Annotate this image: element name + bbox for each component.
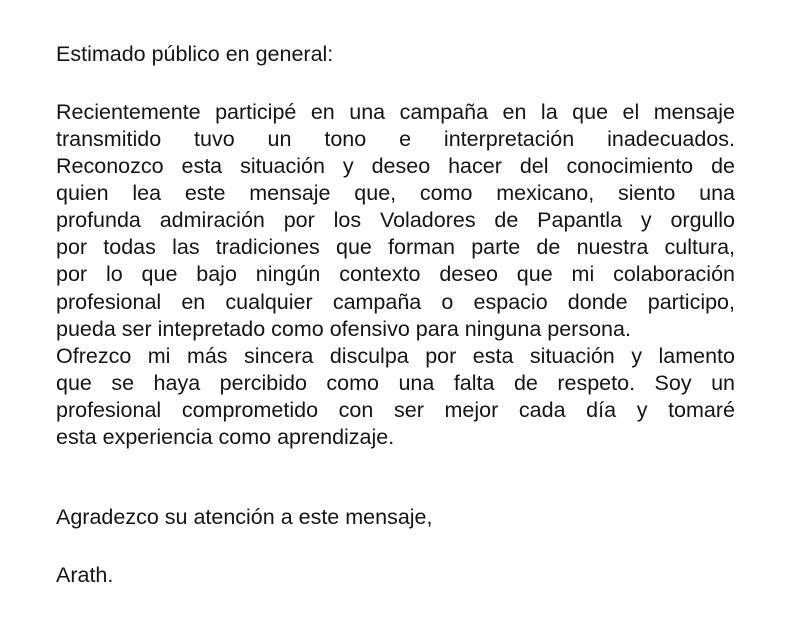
body-line: esta experiencia como aprendizaje.: [56, 425, 395, 449]
body-line: pueda ser intepretado como ofensivo para ninguna persona.: [56, 317, 631, 341]
letter-greeting: Estimado público en general:: [56, 42, 334, 66]
body-line: Ofrezco mi más sincera disculpa por esta situación y lamento: [56, 344, 735, 368]
body-line: Reconozco esta situación y deseo hacer del conocimiento de: [56, 154, 735, 178]
body-line: profesional comprometido con ser mejor cada día y tomaré: [56, 398, 735, 422]
body-line: que se haya percibido como una falta de respeto. Soy un: [56, 371, 735, 395]
body-line: Recientemente participé en una campaña en la que el mensaje: [56, 100, 735, 124]
body-line: profunda admiración por los Voladores de Papantla y orgullo: [56, 208, 735, 232]
letter-closing: Agradezco su atención a este mensaje,: [56, 505, 433, 529]
body-line: por todas las tradiciones que forman parte de nuestra cultura,: [56, 235, 735, 259]
body-line: quien lea este mensaje que, como mexicano, siento una: [56, 181, 735, 205]
body-line: transmitido tuvo un tono e interpretación inadecuados.: [56, 127, 735, 151]
letter-signature: Arath.: [56, 563, 114, 587]
body-line: por lo que bajo ningún contexto deseo que mi colaboración: [56, 262, 735, 286]
body-line: profesional en cualquier campaña o espacio donde participo,: [56, 290, 735, 314]
